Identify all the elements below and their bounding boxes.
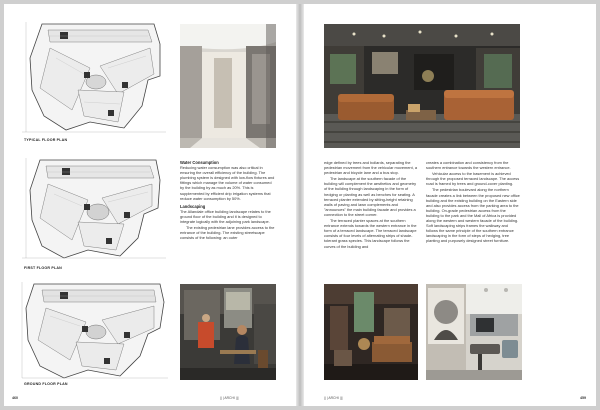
right-col2-p3: The pedestrian boulevard along the northern facade creates a link between the proposed new office building and the existing building on the Eastern side and also provides access from the parking area to the building. On-grade pedestrian access from the building to the park and the Mall of Africa is provided along the western and western facade of the building. Soft landscaping strips frames the walkway and follows the same principle of the southern entrance landscaping in the form of steps of hedging, tree planting and purposely designed street furniture. bbox=[426, 187, 520, 244]
typical-floor-plan bbox=[20, 18, 170, 136]
right-page-number: 459 bbox=[580, 396, 586, 400]
spine-gutter bbox=[296, 4, 304, 406]
left-page bbox=[4, 4, 296, 406]
landscaping-heading: Landscaping bbox=[180, 203, 206, 209]
right-col1-p2: The landscape at the southern facade of the building will complement the aesthetics and geometry of the building through landscaping in the form of hedging or planting as well as benches for seating. A terraced planter extended by sitting-height retaining walls of paving and lawn complements and "announces" the main building facade and provides a connection to the street corner. bbox=[324, 176, 417, 217]
ground-plan-caption: GROUND FLOOR PLAN bbox=[24, 382, 68, 386]
corridor-photo bbox=[180, 24, 276, 148]
lounge-photo bbox=[324, 24, 520, 148]
bar-photo bbox=[324, 284, 418, 380]
right-page bbox=[304, 4, 596, 406]
right-col2-p1: creates a combination and consistency from the southern entrance towards the western entrance. bbox=[426, 160, 511, 171]
right-col2-p2: Vehicular access to the basement is achieved through the proposed terraced landscape. The access road is framed by trees and ground-cover planting. bbox=[426, 171, 520, 187]
water-heading: Water Consumption bbox=[180, 160, 219, 165]
right-col1-p1: edge defined by trees and bollards, separating the pedestrian movement from the vehicular movement, a pedestrian and bicycle lane and a bus stop. bbox=[324, 160, 417, 176]
first-floor-plan bbox=[20, 154, 170, 262]
right-footer-tag: || | ARCHI ||| bbox=[324, 396, 343, 400]
left-text-column bbox=[180, 160, 276, 241]
landscaping-p2: The existing pedestrian lane provides access to the entrance of the building. The existing streetscape consists of the following: an outer bbox=[180, 225, 275, 241]
ground-floor-plan bbox=[20, 280, 170, 380]
right-text-column-1 bbox=[324, 160, 418, 250]
first-plan-caption: FIRST FLOOR PLAN bbox=[24, 266, 62, 270]
typical-plan-caption: TYPICAL FLOOR PLAN bbox=[24, 138, 68, 142]
landscaping-p1: The Allandale office building landscape relates to the ground floor of the building and it is designed to integrate logically with the adjoining park landscape. bbox=[180, 208, 271, 225]
left-page-number: 460 bbox=[12, 396, 18, 400]
right-text-column-2 bbox=[426, 160, 520, 245]
meeting-area-photo bbox=[426, 284, 522, 380]
water-body: Reducing water consumption was also critical in ensuring the overall efficiency of the building. The plumbing system is designed with low-flow fixtures and fittings which manage the volume of water consumed by the building by as much as 20%. This is supplemented by efficient drip irrigation systems that reduce water consumption by 50%. bbox=[180, 165, 275, 201]
right-col1-p3: The terraced planter spaces at the southern entrance extends towards the western entrance in the form of a terraced landscape. The terraced landscape consists of four levels of alternating strips of shade-tolerant grass species. This landscape follows the curves of the building and bbox=[324, 218, 417, 249]
left-footer-tag: || | ARCHI ||| bbox=[220, 396, 239, 400]
office-worker-photo bbox=[180, 284, 276, 380]
